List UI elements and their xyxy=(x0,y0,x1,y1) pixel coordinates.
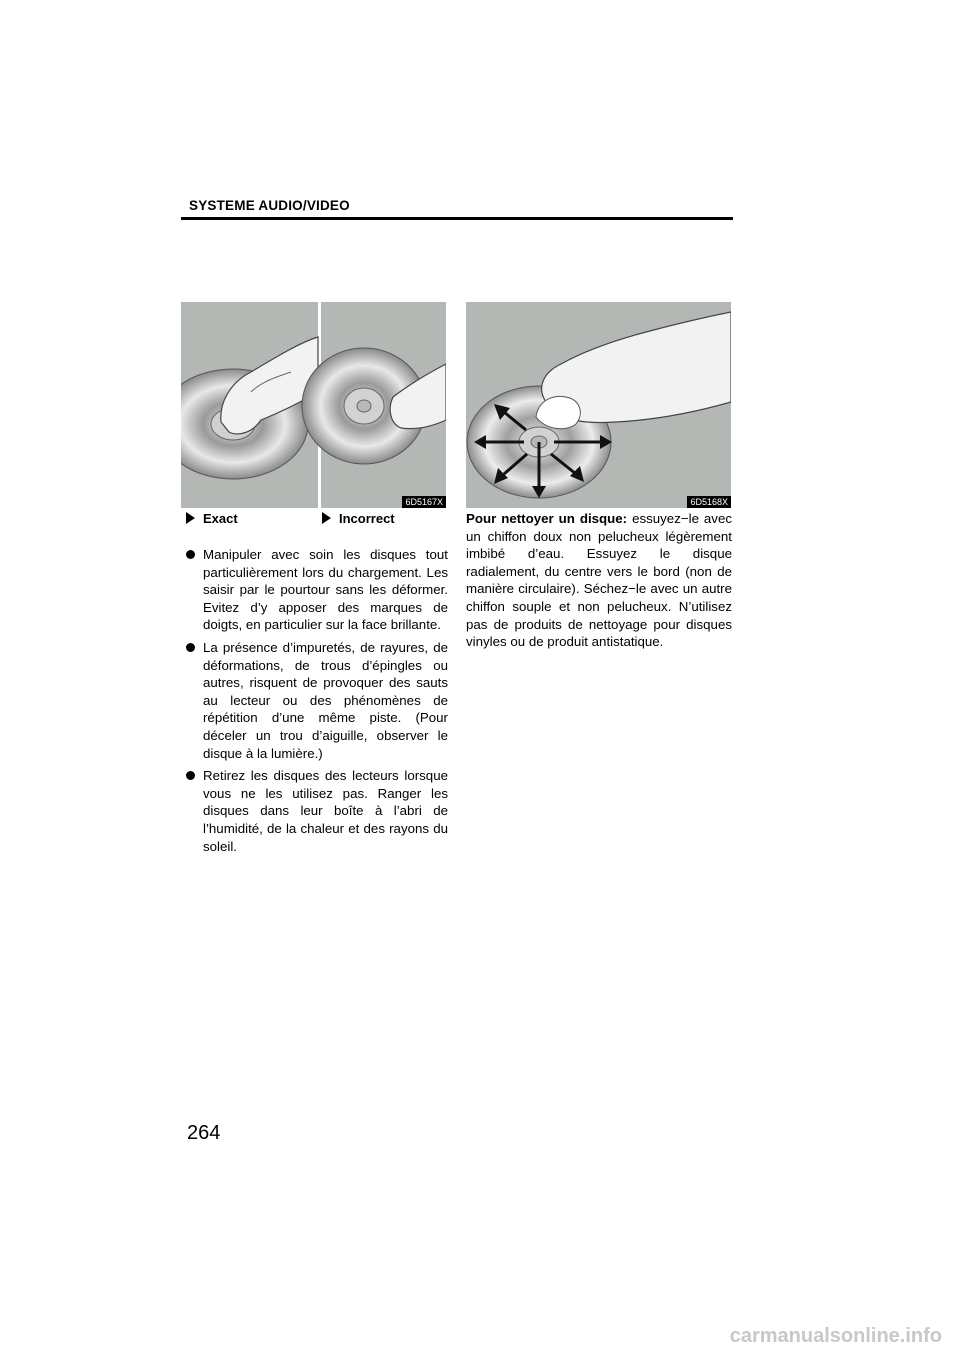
caption-incorrect-label: Incorrect xyxy=(339,511,395,526)
cleaning-paragraph xyxy=(466,510,732,651)
page-number: 264 xyxy=(187,1122,221,1144)
list-item xyxy=(186,639,448,762)
bullet-icon xyxy=(186,643,195,652)
figure-code-right: 6D5168X xyxy=(687,496,731,508)
section-title: SYSTEME AUDIO/VIDEO xyxy=(189,198,350,213)
bullet-text: Manipuler avec soin les disques tout particulièrement lors du chargement. Les saisir par le pourtour sans les déformer. Evitez d’y apposer des marques de doigts, en particulier sur la face brillante. xyxy=(203,547,448,633)
caption-exact xyxy=(186,511,238,526)
bullet-text: La présence d’impuretés, de rayures, de déformations, de trous d’épingles ou autres, risquent de provoquer des sauts au lecteur ou des phénomènes de répétition d’une même piste. (Pour déceler un trou d’aiguille, observer le disque à la lumière.) xyxy=(203,639,448,761)
caption-exact-label: Exact xyxy=(203,511,238,526)
disc-handling-figure xyxy=(181,302,446,508)
bullet-icon xyxy=(186,550,195,559)
figure-code-left: 6D5167X xyxy=(402,496,446,508)
handling-bullet-list xyxy=(186,546,448,860)
disc-cleaning-illustration xyxy=(466,302,731,508)
disc-handling-illustration xyxy=(181,302,446,508)
header-rule xyxy=(181,217,733,220)
watermark: carmanualsonline.info xyxy=(729,1325,942,1347)
bullet-icon xyxy=(186,771,195,780)
list-item xyxy=(186,546,448,634)
bullet-text: Retirez les disques des lecteurs lorsque vous ne les utilisez pas. Ranger les disques dans leur boîte à l’abri de l’humidité, de la chaleur et des rayons du soleil. xyxy=(203,768,448,854)
triangle-marker-icon xyxy=(186,512,195,524)
triangle-marker-icon xyxy=(322,512,331,524)
caption-incorrect xyxy=(322,511,395,526)
list-item xyxy=(186,767,448,855)
disc-cleaning-figure xyxy=(466,302,731,508)
cleaning-lead: Pour nettoyer un disque: xyxy=(466,511,628,526)
cleaning-body: essuyez−le avec un chiffon doux non pelucheux légèrement imbibé d’eau. Essuyez le disque radialement, du centre vers le bord (non de manière circulaire). Séchez−le avec un autre chiffon souple et non pelucheux. N’utilisez pas de produits de nettoyage pour disques vinyles ou de produit antistatique. xyxy=(466,511,733,650)
